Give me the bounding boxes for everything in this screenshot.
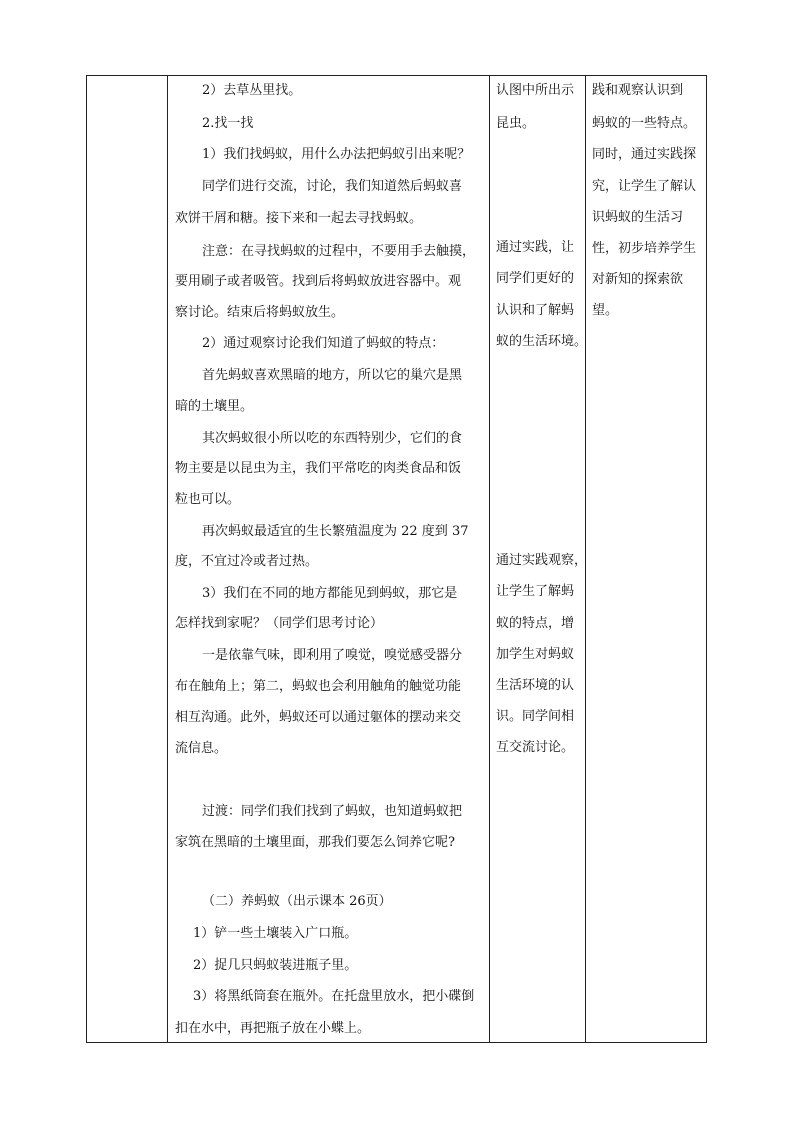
content-line: 物主要是以昆虫为主，我们平常吃的肉类食品和饭 [175, 461, 462, 476]
content-line: 其次蚂蚁很小所以吃的东西特别少，它们的食 [202, 431, 463, 446]
activity-line: 识。同学间相 [496, 709, 575, 724]
content-line: 3）将黑纸筒套在瓶外。在托盘里放水，把小碟倒 [193, 989, 475, 1004]
lesson-plan-table [86, 75, 707, 1043]
intent-line: 同时，通过实践探 [592, 147, 697, 162]
activity-line: 通过实践，让 [496, 240, 575, 255]
content-line: 扣在水中，再把瓶子放在小蝶上。 [175, 1021, 371, 1036]
activity-line: 同学们更好的 [496, 271, 575, 286]
content-line: 注意：在寻找蚂蚁的过程中，不要用手去触摸， [202, 244, 476, 259]
content-line: 察讨论。结束后将蚂蚁放生。 [175, 305, 345, 320]
intent-line: 践和观察认识到 [592, 83, 684, 98]
content-line: 一是依靠气味，即利用了嗅觉，嗅觉感受器分 [202, 648, 463, 663]
activity-line: 生活环境的认 [496, 678, 575, 693]
content-line: 暗的土壤里。 [175, 399, 254, 414]
intent-line: 识蚂蚁的生活习 [592, 210, 684, 225]
intent-line: 对新知的探索欲 [592, 272, 684, 287]
content-line: 2.找一找 [202, 116, 254, 131]
content-line: 首先蚂蚁喜欢黑暗的地方，所以它的巢穴是黑 [202, 368, 463, 383]
design-intent-cell [586, 76, 706, 1042]
activity-line: 蚁的生活环境。 [496, 334, 588, 349]
content-line: 要用刷子或者吸管。找到后将蚂蚁放进容器中。观 [175, 274, 462, 289]
content-line: 过渡：同学们我们找到了蚂蚁，也知道蚂蚁把 [202, 804, 463, 819]
activity-line: 认识和了解蚂 [496, 303, 575, 318]
content-line: 粒也可以。 [175, 492, 241, 507]
activity-line: 认图中所出示 [496, 83, 575, 98]
content-line: 再次蚂蚁最适宜的生长繁殖温度为 22 度到 37 [202, 524, 469, 539]
activity-line: 蚁的特点，增 [496, 616, 575, 631]
content-line: 1）铲一些土壤装入广口瓶。 [193, 926, 358, 941]
content-line: 家筑在黑暗的土壤里面，那我们要怎么饲养它呢? [175, 835, 455, 850]
content-line: 2）去草丛里找。 [202, 83, 302, 98]
content-line: 2）通过观察讨论我们知道了蚂蚁的特点： [202, 336, 445, 351]
intent-line: 究，让学生了解认 [592, 179, 697, 194]
content-line: 2）捉几只蚂蚁装进瓶子里。 [193, 958, 358, 973]
activity-line: 通过实践观察， [496, 553, 588, 568]
content-line: 布在触角上；第二，蚂蚁也会利用触角的触觉功能 [175, 679, 462, 694]
activity-line: 昆虫。 [496, 116, 536, 131]
activity-line: 让学生了解蚂 [496, 584, 575, 599]
content-line: （二）养蚂蚁（出示课本 26页） [202, 894, 392, 909]
content-line: 1）我们找蚂蚁，用什么办法把蚂蚁引出来呢？ [202, 147, 471, 162]
content-line: 度，不宜过冷或者过热。 [175, 554, 319, 569]
content-line: 同学们进行交流，讨论，我们知道然后蚂蚁喜 [202, 179, 463, 194]
student-activity-cell [490, 76, 586, 1042]
intent-line: 蚂蚁的一些特点。 [592, 116, 697, 131]
content-line: 欢饼干屑和糖。接下来和一起去寻找蚂蚁。 [175, 211, 423, 226]
content-line: 3）我们在不同的地方都能见到蚂蚁，那它是 [202, 586, 458, 601]
content-line: 流信息。 [175, 741, 228, 756]
intent-line: 望。 [592, 303, 619, 318]
content-line: 相互沟通。此外，蚂蚁还可以通过躯体的摆动来交 [175, 710, 462, 725]
content-line: 怎样找到家呢？（同学们思考讨论） [175, 616, 384, 631]
activity-line: 加学生对蚂蚁 [496, 647, 575, 662]
intent-line: 性，初步培养学生 [592, 241, 697, 256]
activity-line: 互交流讨论。 [496, 740, 575, 755]
lesson-content-cell [168, 76, 490, 1042]
